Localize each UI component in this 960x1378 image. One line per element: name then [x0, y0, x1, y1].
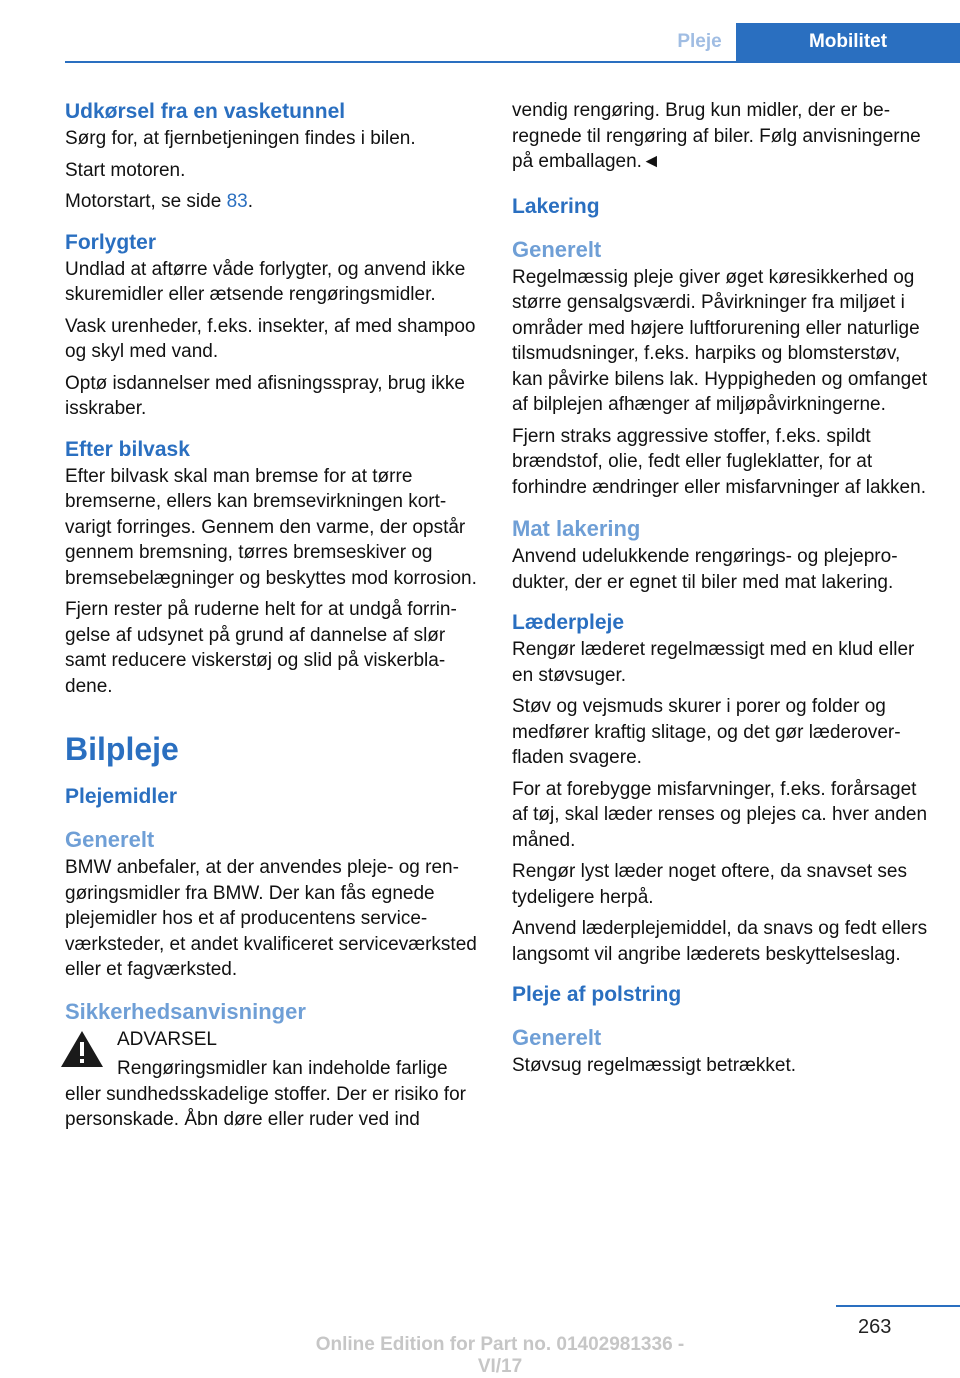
paragraph: BMW anbefaler, at der anvendes pleje- og rengøringsmidler fra BMW. Der kan fås egnede plejemidler hos et af producentens serviceværksteder, et andet kvalificeret serviceværksted eller et fagværksted.	[65, 857, 477, 980]
paragraph: Rengør lyst læder noget oftere, da snavset ses tydeligere herpå.	[512, 861, 907, 908]
paragraph: Støvsug regelmæssigt betrækket.	[512, 1055, 797, 1076]
paragraph: Regelmæssig pleje giver øget køresikkerhed og større gensalgsværdi. Påvirkninger fra miljøet i områder med højere luftforurening eller naturlige tilsmudsninger, f.eks. harpiks og blomsterstøv, kan påvirke bilens lak. Hyppigheden og omfanget af bilplejen afhænger af miljøpåvirkningerne.	[512, 266, 928, 415]
paragraph: For at forebygge misfarvninger, f.eks. forårsaget af tøj, skal læder renses og plejes ca. hver anden måned.	[512, 778, 928, 851]
paragraph: Fjern rester på ruderne helt for at undgå forringelse af udsynet på grund af dannelse af slør samt reducere viskerstøj og slid på viskerbladene.	[65, 599, 457, 697]
heading-bilpleje: Bilpleje	[65, 731, 179, 767]
paragraph: Optø isdannelser med afisningsspray, brug ikke isskraber.	[65, 372, 465, 419]
paragraph: Undlad at aftørre våde forlygter, og anvend ikke skuremidler eller ætsende rengøringsmidler.	[65, 258, 466, 305]
heading-vasketunnel: Udkørsel fra en vasketunnel	[65, 100, 346, 123]
paragraph: Efter bilvask skal man bremse for at tørre bremserne, ellers kan bremsevirkningen kortvarigt forringes. Gennem den varme, der opstår gennem bremsning, tørres bremseskiver og bremsebelægninger og beskyttes mod korrosion.	[65, 465, 477, 589]
heading-sikkerhedsanvisninger: Sikkerhedsanvisninger	[65, 998, 306, 1024]
heading-laederpleje: Læderpleje	[512, 611, 625, 634]
paragraph: Sørg for, at fjernbetjeningen findes i bilen.	[65, 128, 416, 149]
tab-mobilitet[interactable]: Mobilitet	[736, 23, 960, 61]
heading-mat-lakering: Mat lakering	[512, 516, 641, 541]
warning-triangle-icon	[59, 1029, 105, 1069]
paragraph: Anvend udelukkende rengørings- og plejeprodukter, der er egnet til biler med mat lakering.	[512, 546, 898, 593]
paragraph: vendig rengøring. Brug kun midler, der er beregnede til rengøring af biler. Følg anvisningerne på emballagen.◄	[512, 100, 921, 172]
header-rule	[65, 61, 960, 63]
warning-text: Rengøringsmidler kan indeholde farlige eller sundhedsskadelige stoffer. Der er risiko for personskade. Åbn døre eller ruder ved ind	[65, 1058, 466, 1130]
footer-rule	[836, 1305, 960, 1307]
tab-pleje[interactable]: Pleje	[677, 31, 722, 52]
paragraph: Vask urenheder, f.eks. insekter, af med shampoo og skyl med vand.	[65, 315, 476, 362]
heading-pleje-af-polstring: Pleje af polstring	[512, 983, 682, 1006]
heading-lakering: Lakering	[512, 194, 600, 218]
heading-forlygter: Forlygter	[65, 230, 157, 254]
warning-title: ADVARSEL	[117, 1028, 217, 1050]
heading-efter-bilvask: Efter bilvask	[65, 437, 190, 461]
right-column	[512, 98, 930, 1085]
paragraph: Støv og vejsmuds skurer i porer og folder og medfører kraftig slitage, og det gør læderoverfladen svagere.	[512, 696, 901, 768]
page-link-83[interactable]: 83	[226, 191, 248, 212]
heading-generelt: Generelt	[512, 1025, 602, 1050]
heading-plejemidler: Plejemidler	[65, 785, 178, 808]
heading-generelt: Generelt	[65, 827, 155, 852]
heading-generelt: Generelt	[512, 236, 602, 262]
period: .	[247, 191, 253, 212]
warning-box	[65, 1027, 477, 1133]
paragraph-motorstart	[65, 189, 477, 215]
motorstart-text: Motorstart, se side	[65, 191, 227, 212]
page-number: 263	[858, 1316, 892, 1338]
paragraph: Rengør læderet regelmæssigt med en klud eller en støvsuger.	[512, 639, 915, 686]
paragraph: Start motoren.	[65, 159, 186, 181]
edition-footer: Online Edition for Part no. 01402981336 - VI/17	[315, 1334, 685, 1377]
paragraph: Anvend læderplejemiddel, da snavs og fedt ellers langsomt vil angribe læderets beskyttelseslag.	[512, 918, 928, 965]
paragraph: Fjern straks aggressive stoffer, f.eks. spildt brændstof, olie, fedt eller fugleklatter, for at forhindre ændringer eller misfarvninger af lakken.	[512, 425, 926, 498]
left-column	[65, 98, 477, 1139]
